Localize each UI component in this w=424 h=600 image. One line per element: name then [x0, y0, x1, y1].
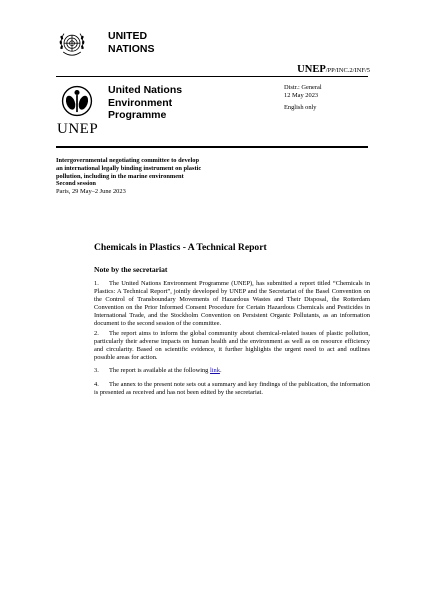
programme-line2: Environment — [108, 96, 173, 109]
unep-logo-text: UNEP — [57, 121, 99, 137]
paragraph-text-end: . — [219, 367, 222, 374]
document-title: Chemicals in Plastics - A Technical Report — [94, 242, 267, 253]
programme-line3: Programme — [108, 109, 167, 121]
paragraph-text: The annex to the present note sets out a summary and key findings of the publication, the information is presented as received and has not been edited by the secretariat. — [94, 381, 370, 396]
issue-date: 12 May 2023 — [284, 92, 319, 100]
session-place-date: Paris, 29 May–2 June 2023 — [56, 188, 126, 196]
session-label: Second session — [56, 180, 96, 188]
report-link[interactable]: link — [209, 367, 220, 374]
paragraph-4 — [94, 381, 370, 397]
committee-line1: Intergovernmental negotiating committee to develop — [56, 157, 200, 164]
header-thick-divider — [56, 146, 368, 148]
paragraph-text: The United Nations Environment Programme (UNEP), has submitted a report titled “Chemicals in Plastics: A Technical Report”, jointly developed by UNEP and the Secretariat of the Basel Convention on the Control of Transboundary Movements of Hazardous Wastes and Their Disposal, the Rotterdam Convention on the Prior Informed Consent Procedure for Certain Hazardous Chemicals and Pesticides in International Trade, and the Stockholm Convention on Persistent Organic Pollutants, as an information document to the second session of the committee. — [94, 280, 370, 327]
committee-line3: pollution, including in the marine environment — [56, 172, 184, 180]
paragraph-3 — [94, 367, 370, 375]
language-note: English only — [284, 104, 317, 111]
un-organization-name — [108, 30, 154, 55]
programme-line1: United Nations — [108, 84, 183, 96]
un-name-line1: UNITED — [108, 30, 148, 42]
paragraph-number: 2. — [94, 330, 99, 337]
un-name-line2: NATIONS — [108, 42, 155, 55]
symbol-main: UNEP — [297, 64, 326, 75]
document-subtitle: Note by the secretariat — [94, 265, 168, 274]
paragraph-1 — [94, 280, 370, 327]
unep-emblem-icon — [60, 84, 94, 118]
paragraph-text: The report is available at the following — [109, 367, 210, 374]
committee-block — [56, 157, 276, 196]
distribution: Distr.: General — [284, 84, 322, 91]
committee-line2: an international legally binding instrument on plastic — [56, 164, 202, 172]
paragraph-number: 4. — [94, 381, 99, 388]
un-emblem-icon — [56, 28, 88, 60]
paragraph-2 — [94, 330, 370, 362]
header-divider — [56, 76, 368, 77]
paragraph-number: 3. — [94, 367, 99, 374]
symbol-rest: /PP/INC.2/INF/5 — [325, 67, 370, 74]
paragraph-text: The report aims to inform the global community about chemical-related issues of plastic pollution, particularly their adverse impacts on human health and the environment as well as on resource efficiency and circularity. Based on scientific evidence, it further highlights the urgent need to act and outlines possible areas for action. — [94, 330, 370, 361]
programme-name — [108, 84, 182, 122]
paragraph-number: 1. — [94, 280, 99, 287]
document-symbol — [297, 64, 370, 75]
distribution-info — [284, 84, 322, 100]
